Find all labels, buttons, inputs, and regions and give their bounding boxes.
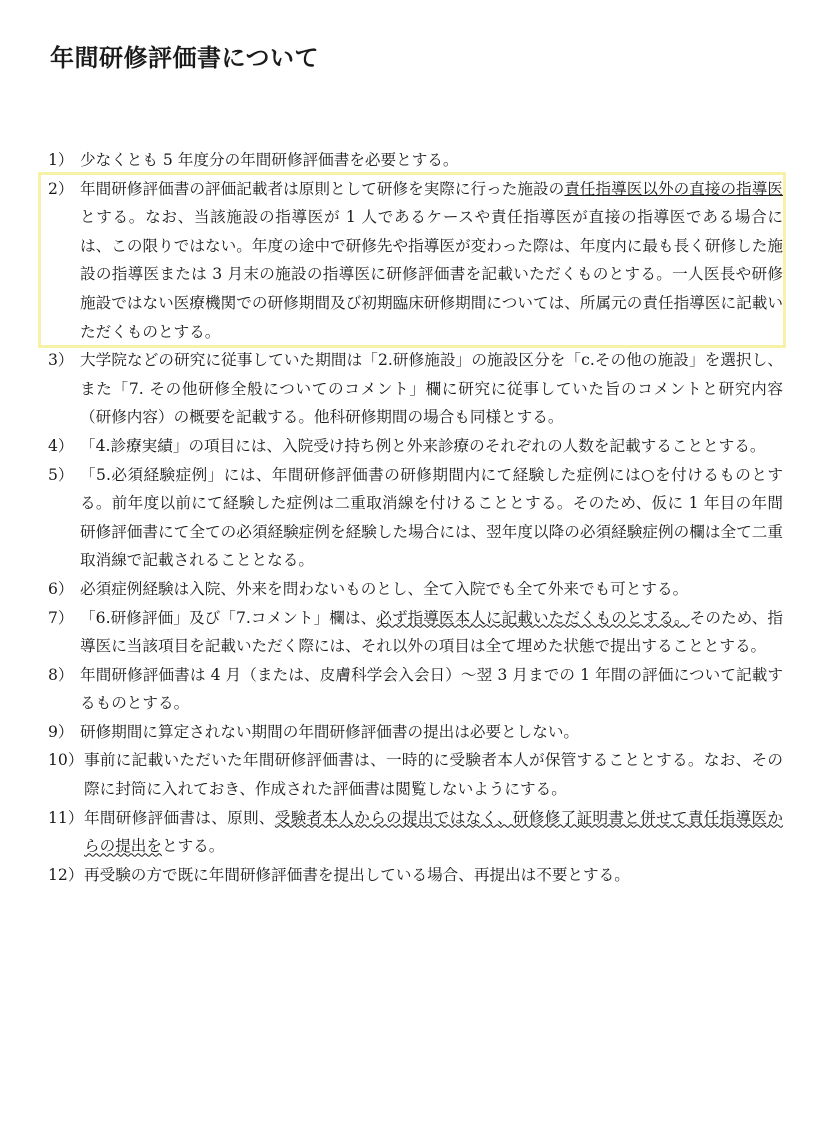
item-number: 9） xyxy=(48,722,74,741)
item-text xyxy=(80,175,783,347)
numbered-list xyxy=(48,146,783,889)
item-number: 1） xyxy=(48,151,74,169)
item-text xyxy=(80,461,783,575)
item-text xyxy=(80,432,783,461)
text-segment: 「4.診療実績」の項目には、入院受け持ち例と外来診療のそれぞれの人数を記載することとする。 xyxy=(80,436,766,455)
text-segment: 「5.必須経験症例」には、年間研修評価書の研修期間内にて経験した症例には○を付けるものとする。前年度以前にて経験した症例は二重取消線を付けることとする。そのため、仮に 1 年目の年間研修評価書にて全ての必須経験症例を経験した場合には、翌年度以降の必須経験症例の欄は全て二重取消線で記載されることとなる。 xyxy=(80,465,783,570)
text-segment: とする。 xyxy=(161,837,225,856)
text-segment: とする。なお、当該施設の指導医が 1 人であるケースや責任指導医が直接の指導医である場合には、この限りではない。年度の途中で研修先や指導医が変わった際は、年度内に最も長く研修した施設の指導医または 3 月末の施設の指導医に研修評価書を記載いただくものとする。一人医長や研修施設ではない医療機関での研修期間及び初期臨床研修期間については、所属元の責任指導医に記載いただくものとする。 xyxy=(80,208,783,341)
list-item xyxy=(48,146,783,175)
underlined-text: 責任指導医以外の直接の指導医 xyxy=(564,179,783,198)
text-segment: 「6.研修評価」及び「7.コメント」欄は、 xyxy=(80,608,377,627)
list-item xyxy=(48,746,783,803)
item-text xyxy=(84,804,783,861)
item-text xyxy=(84,746,783,803)
item-number: 2） xyxy=(48,179,74,198)
text-segment: 大学院などの研究に従事していた期間は「2.研修施設」の施設区分を「c.その他の施設」を選択し、また「7. その他研修全般についてのコメント」欄に研究に従事していた旨のコメントと研究内容（研修内容）の概要を記載する。他科研修期間の場合も同様とする。 xyxy=(80,351,783,427)
text-segment: 事前に記載いただいた年間研修評価書は、一時的に受験者本人が保管することとする。なお、その際に封筒に入れておき、作成された評価書は閲覧しないようにする。 xyxy=(84,751,783,799)
item-number: 5） xyxy=(48,465,74,484)
list-item xyxy=(48,718,783,747)
text-segment: そのため、指導医に当該項目を記載いただく際には、それ以外の項目は全て埋めた状態で提出することとする。 xyxy=(80,608,783,656)
text-segment: 年間研修評価書は 4 月（または、皮膚科学会入会日）～翌 3 月までの 1 年間の評価について記載するものとする。 xyxy=(80,665,783,713)
item-text xyxy=(80,604,783,661)
list-item xyxy=(48,346,783,432)
item-text xyxy=(80,718,783,747)
item-number: 3） xyxy=(48,351,74,370)
item-text xyxy=(80,346,783,432)
item-number: 7） xyxy=(48,608,74,627)
page-title: 年間研修評価書について xyxy=(50,44,320,72)
list-item xyxy=(48,432,783,461)
item-number: 6） xyxy=(48,579,74,598)
text-segment: 必須症例経験は入院、外来を問わないものとし、全て入院でも全て外来でも可とする。 xyxy=(80,579,689,598)
underlined-text: 受験者本人からの提出ではなく、研修修了証明書と併せて責任指導医からの提出を xyxy=(84,808,783,856)
underlined-text: 必ず指導医本人に記載いただくものとする。 xyxy=(376,608,690,627)
item-number: 4） xyxy=(48,436,74,455)
list-item xyxy=(48,575,783,604)
text-segment: 年間研修評価書の評価記載者は原則として研修を実際に行った施設の xyxy=(80,179,565,198)
list-item xyxy=(48,604,783,661)
text-segment: 年間研修評価書は、原則、 xyxy=(84,808,275,827)
text-segment: 少なくとも 5 年度分の年間研修評価書を必要とする。 xyxy=(80,151,459,169)
item-number: 8） xyxy=(48,665,74,684)
text-segment: 研修期間に算定されない期間の年間研修評価書の提出は必要としない。 xyxy=(80,722,580,741)
list-item xyxy=(48,661,783,718)
item-number: 10） xyxy=(48,751,84,770)
item-text xyxy=(80,146,783,175)
item-text xyxy=(80,661,783,718)
list-item xyxy=(48,175,783,347)
list-item xyxy=(48,861,783,890)
item-number: 12） xyxy=(48,865,84,884)
list-item xyxy=(48,461,783,575)
item-text xyxy=(80,575,783,604)
item-text xyxy=(84,861,783,890)
list-item xyxy=(48,804,783,861)
item-number: 11） xyxy=(48,808,84,827)
text-segment: 再受験の方で既に年間研修評価書を提出している場合、再提出は不要とする。 xyxy=(84,865,630,884)
